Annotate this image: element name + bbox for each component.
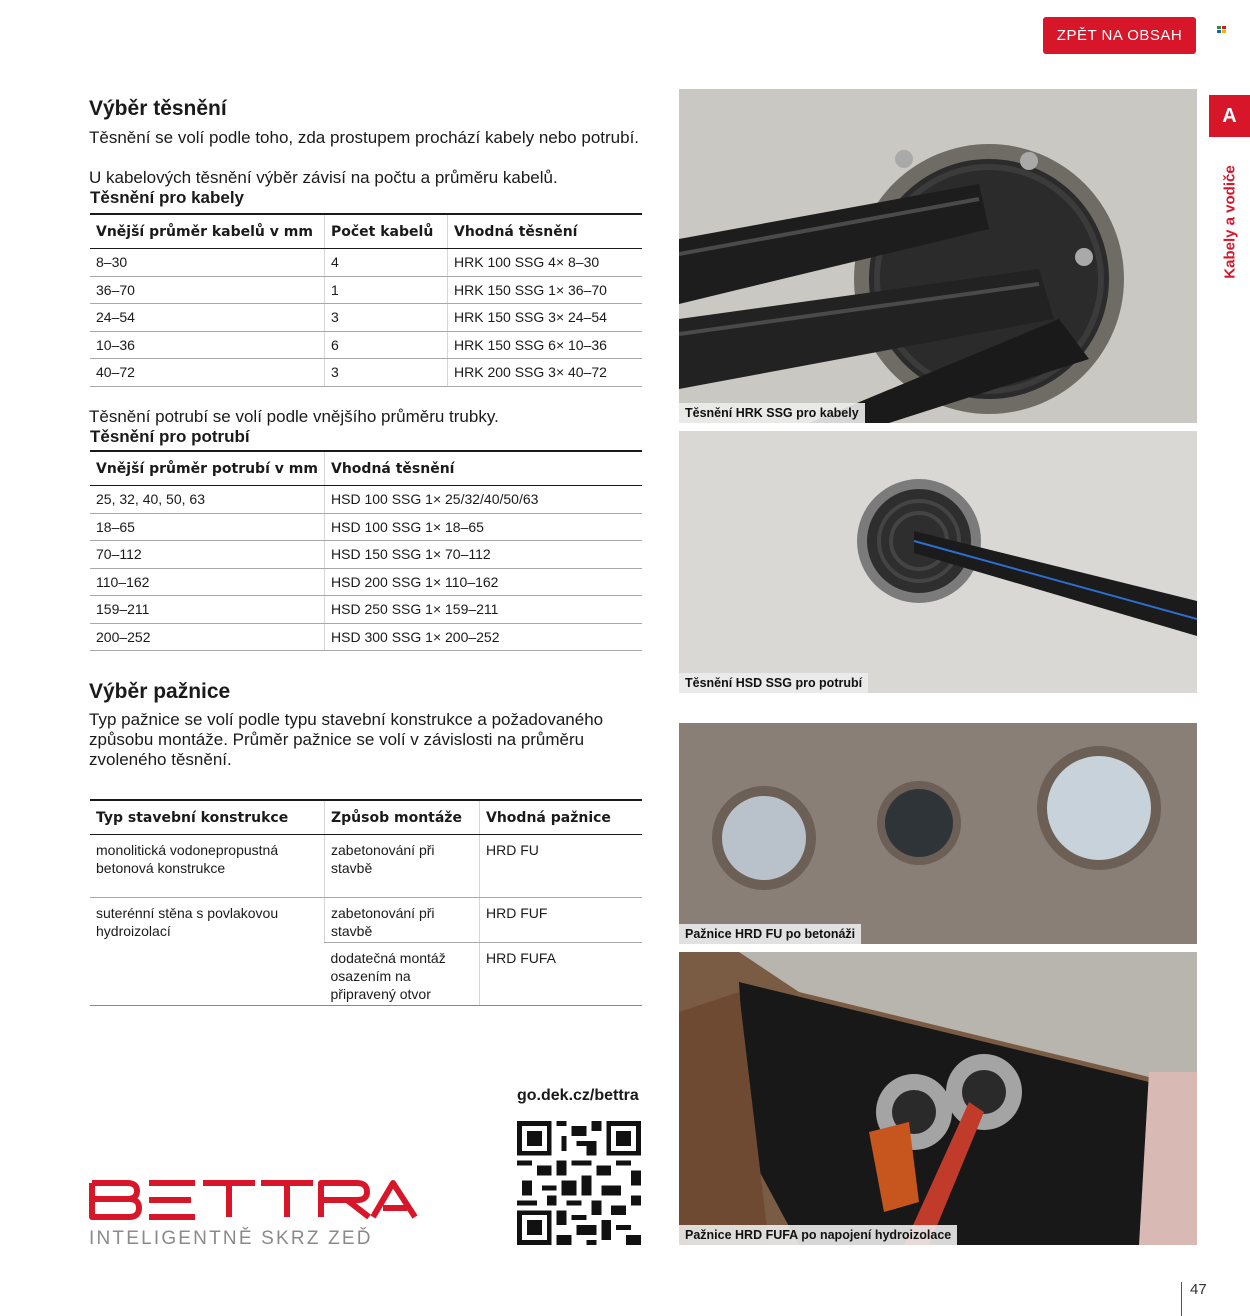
table-cell: zabetonování při stavbě (325, 898, 480, 943)
qr-code-icon[interactable] (517, 1121, 641, 1245)
table-cell: HRK 100 SSG 4× 8–30 (448, 249, 643, 277)
photo-pipe-seal (679, 431, 1197, 693)
table-cell: 25, 32, 40, 50, 63 (90, 486, 325, 514)
table-cell: HRK 150 SSG 3× 24–54 (448, 304, 643, 332)
table-cell: HSD 300 SSG 1× 200–252 (325, 623, 643, 651)
column-header: Počet kabelů (325, 214, 448, 249)
table-row (90, 623, 642, 651)
photo-cable-seal (679, 89, 1197, 423)
page-number: 47 (1190, 1281, 1207, 1298)
photo-caption: Těsnění HSD SSG pro potrubí (679, 673, 868, 693)
seals-title: Výběr těsnění (89, 97, 227, 120)
table-header-row (90, 800, 642, 835)
cable-subtitle: Těsnění pro kabely (90, 188, 244, 207)
table-header-row (90, 214, 642, 249)
table-cell: 36–70 (90, 276, 325, 304)
pipe-subtitle: Těsnění pro potrubí (90, 427, 250, 446)
table-cell: 3 (325, 304, 448, 332)
table-cell: 40–72 (90, 359, 325, 387)
table-cell: HSD 100 SSG 1× 25/32/40/50/63 (325, 486, 643, 514)
seals-intro: Těsnění se volí podle toho, zda prostupem prochází kabely nebo potrubí. (89, 128, 640, 147)
pipe-note: Těsnění potrubí se volí podle vnějšího průměru trubky. (89, 407, 499, 426)
column-header: Vhodná pažnice (480, 800, 643, 835)
photo-sleeve-waterproofing (679, 952, 1197, 1245)
photo-caption: Těsnění HRK SSG pro kabely (679, 403, 865, 423)
table-cell: zabetonování při stavbě (325, 835, 480, 898)
column-header: Typ stavební konstrukce (90, 800, 325, 835)
table-row (90, 331, 642, 359)
table-row (90, 304, 642, 332)
table-cell: 159–211 (90, 596, 325, 624)
table-header-row (90, 451, 642, 486)
column-header: Vhodná těsnění (325, 451, 643, 486)
column-header: Způsob montáže (325, 800, 480, 835)
sleeves-intro-line-3: zvoleného těsnění. (89, 750, 232, 769)
table-cell: 8–30 (90, 249, 325, 277)
table-cell: dodatečná montáž osazením na připravený otvor (325, 943, 480, 1006)
table-row (90, 486, 642, 514)
bettra-url-link[interactable]: go.dek.cz/bettra (517, 1087, 639, 1104)
table-cell: 3 (325, 359, 448, 387)
sleeves-intro-line-2: způsobu montáže. Průměr pažnice se volí v závislosti na průměru (89, 730, 585, 749)
table-cell: HRK 150 SSG 1× 36–70 (448, 276, 643, 304)
table-cell: 10–36 (90, 331, 325, 359)
table-cell: 200–252 (90, 623, 325, 651)
cable-seal-table (90, 213, 642, 387)
table-cell: 70–112 (90, 541, 325, 569)
sleeves-intro-line-1: Typ pažnice se volí podle typu stavební konstrukce a požadovaného (89, 710, 604, 729)
table-cell: HRK 200 SSG 3× 40–72 (448, 359, 643, 387)
table-row (90, 249, 642, 277)
table-cell: 4 (325, 249, 448, 277)
column-header: Vnější průměr potrubí v mm (90, 451, 325, 486)
table-cell: 110–162 (90, 568, 325, 596)
table-cell: HSD 150 SSG 1× 70–112 (325, 541, 643, 569)
table-cell: HSD 100 SSG 1× 18–65 (325, 513, 643, 541)
column-header: Vnější průměr kabelů v mm (90, 214, 325, 249)
table-cell: HRD FUFA (480, 943, 643, 1006)
table-cell: HRD FU (480, 835, 643, 898)
table-cell: HSD 200 SSG 1× 110–162 (325, 568, 643, 596)
page-number-divider (1181, 1282, 1182, 1316)
table-cell: HRK 150 SSG 6× 10–36 (448, 331, 643, 359)
table-row (90, 513, 642, 541)
table-row (90, 541, 642, 569)
table-cell: monolitická vodonepropustná betonová konstrukce (90, 835, 325, 898)
flag-icon (1217, 26, 1227, 34)
table-row (90, 835, 642, 898)
photo-caption: Pažnice HRD FU po betonáži (679, 924, 861, 944)
photo-caption: Pažnice HRD FUFA po napojení hydroizolace (679, 1225, 957, 1245)
bettra-tagline: INTELIGENTNĚ SKRZ ZEĎ (89, 1228, 373, 1249)
table-row (90, 596, 642, 624)
table-cell: suterénní stěna s povlakovou hydroizolací (90, 898, 325, 1006)
table-cell: HRD FUF (480, 898, 643, 943)
column-header: Vhodná těsnění (448, 214, 643, 249)
section-label: Kabely a vodiče (1221, 165, 1239, 279)
pipe-seal-table (90, 450, 642, 651)
cable-note: U kabelových těsnění výběr závisí na počtu a průměru kabelů. (89, 168, 558, 187)
table-row (90, 898, 642, 943)
table-cell: 6 (325, 331, 448, 359)
table-row (90, 568, 642, 596)
table-row (90, 276, 642, 304)
table-cell: 1 (325, 276, 448, 304)
section-tab[interactable]: A (1209, 95, 1250, 137)
photo-sleeve-concrete (679, 723, 1197, 944)
table-row (90, 359, 642, 387)
back-to-contents-button[interactable]: ZPĚT NA OBSAH (1043, 17, 1196, 54)
table-cell: 18–65 (90, 513, 325, 541)
table-cell: HSD 250 SSG 1× 159–211 (325, 596, 643, 624)
table-cell: 24–54 (90, 304, 325, 332)
sleeves-title: Výběr pažnice (89, 680, 231, 703)
sleeve-table (90, 799, 642, 1006)
